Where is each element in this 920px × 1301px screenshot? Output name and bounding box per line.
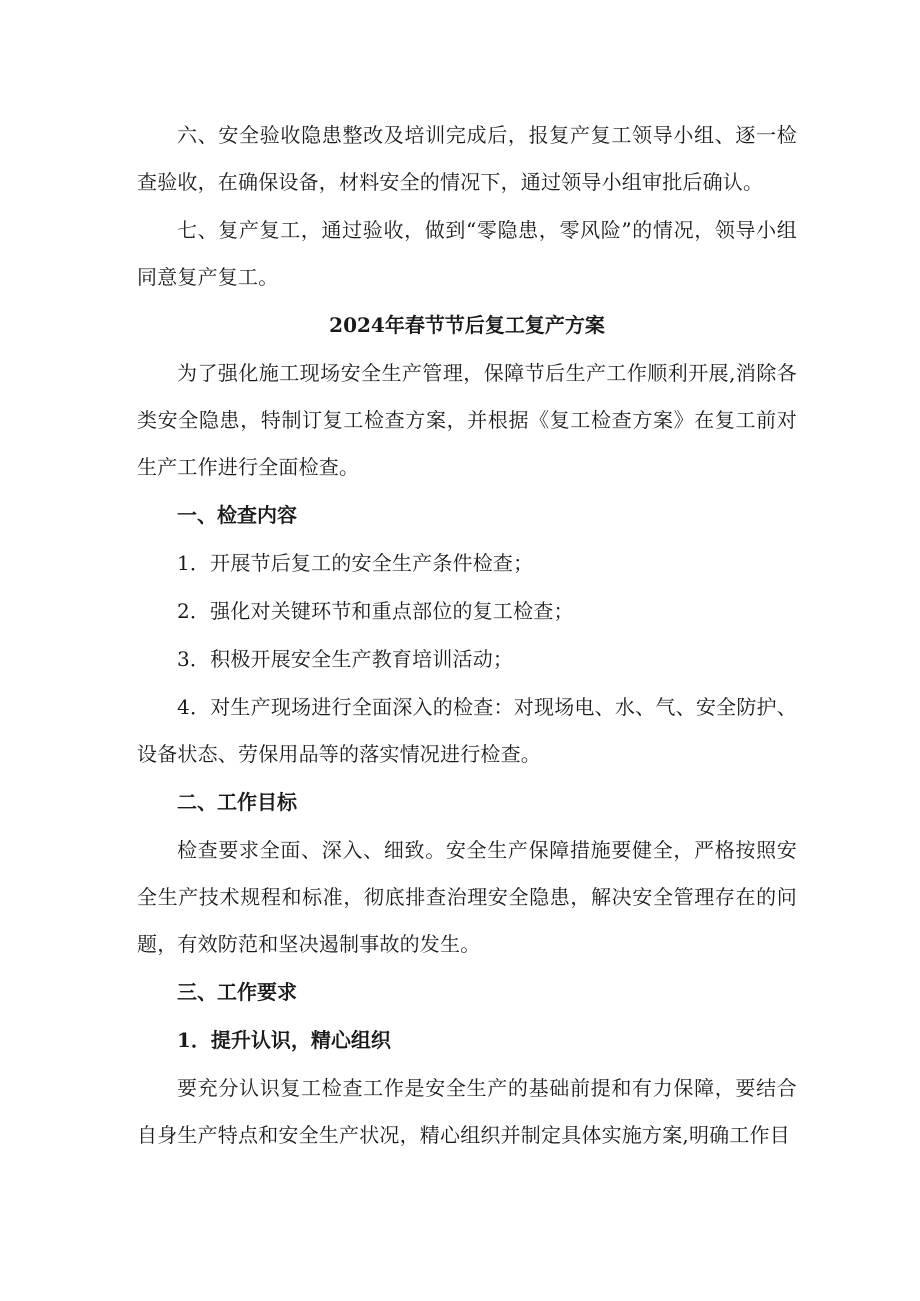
paragraph-6: 六、安全验收隐患整改及培训完成后，报复产复工领导小组、逐一检查验收，在确保设备，材料安全的情况下，通过领导小组审批后确认。	[137, 123, 797, 194]
intro-paragraph: 为了强化施工现场安全生产管理，保障节后生产工作顺利开展,消除各类安全隐患，特制订复工检查方案，并根据《复工检查方案》在复工前对生产工作进行全面检查。	[137, 361, 797, 479]
paragraph-7: 七、复产复工，通过验收，做到“零隐患，零风险”的情况，领导小组同意复产复工。	[137, 218, 797, 289]
document-title: 2024年春节节后复工复产方案	[329, 313, 605, 337]
section-1-item-2: 2．强化对关键环节和重点部位的复工检查；	[177, 599, 574, 623]
section-2-heading: 二、工作目标	[177, 790, 297, 814]
section-1-item-4: 4．对生产现场进行全面深入的检查：对现场电、水、气、安全防护、设备状态、劳保用品等的落实情况进行检查。	[137, 695, 797, 766]
section-3-subheading-1: 1．提升认识，精心组织	[177, 1028, 391, 1052]
document-body	[137, 112, 797, 1160]
section-1-item-3: 3．积极开展安全生产教育培训活动；	[177, 647, 514, 671]
section-3-sub-1-text: 要充分认识复工检查工作是安全生产的基础前提和有力保障，要结合自身生产特点和安全生产状况，精心组织并制定具体实施方案,明确工作目	[137, 1076, 797, 1147]
section-2-text: 检查要求全面、深入、细致。安全生产保障措施要健全，严格按照安全生产技术规程和标准，彻底排查治理安全隐患，解决安全管理存在的问题，有效防范和坚决遏制事故的发生。	[137, 838, 797, 956]
section-1-item-1: 1．开展节后复工的安全生产条件检查；	[177, 551, 534, 575]
section-1-heading: 一、检查内容	[177, 503, 297, 527]
section-3-heading: 三、工作要求	[177, 980, 297, 1004]
